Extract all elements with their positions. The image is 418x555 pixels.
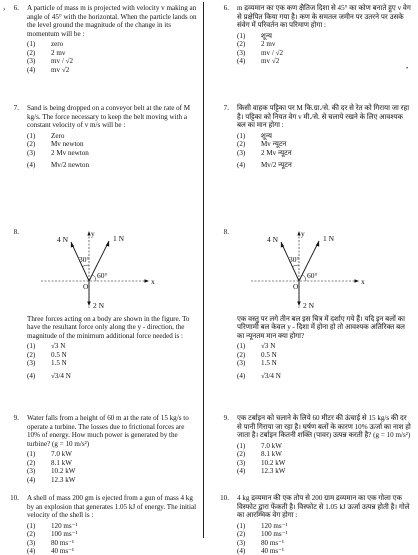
question-text: एक वस्तु पर लगे तीन बल इस चित्र में दर्शाए गये हैं। यदि इन बलों का परिणामी बल केवल y - दिशा में होना हो तो आवश्यक अतिरिक्त बल का न्यूनतम मान क्या होगा? — [237, 314, 405, 340]
option — [27, 459, 198, 467]
option — [237, 442, 413, 450]
option-list — [237, 342, 413, 384]
option-text: 12.3 kW — [51, 475, 76, 484]
option-text: 0.5 N — [261, 350, 277, 359]
option — [27, 149, 198, 157]
option-list — [27, 522, 198, 555]
option-number: (2) — [27, 140, 36, 149]
option — [237, 547, 413, 555]
option — [27, 351, 198, 359]
option — [237, 49, 413, 57]
question-8-hi — [210, 228, 413, 414]
question-6-hi — [210, 4, 413, 104]
question-6-en — [0, 4, 198, 104]
option — [237, 467, 413, 475]
option-list — [237, 32, 413, 66]
option-text: 10.2 kW — [51, 467, 76, 476]
option — [27, 547, 198, 555]
option-text: 100 ms⁻¹ — [51, 530, 78, 539]
option-text: 12.3 kW — [261, 467, 286, 475]
option-text: 40 ms⁻¹ — [261, 547, 285, 555]
force-c-label: 2 N — [93, 301, 105, 310]
y-axis-label: y — [301, 229, 305, 238]
question-text: A particle of mass m is projected with velocity v making an angle of 45° with the horizontal. When the particle lands on the level ground the magnitude of the change in its momentum will be : — [27, 4, 197, 38]
question-number: 8. — [223, 228, 229, 236]
question-7-hi — [210, 104, 413, 228]
question-text: Sand is being dropped on a conveyor belt at the rate of M kg/s. The force necessary to keep the belt moving with a constant velocity of v m/s will be : — [27, 104, 191, 130]
question-7-en — [0, 104, 198, 228]
option-number: (4) — [237, 161, 246, 169]
option-number: (3) — [27, 57, 36, 66]
option — [27, 539, 198, 547]
force-b-label: 1 N — [113, 234, 125, 243]
option — [27, 476, 198, 484]
option-list — [237, 132, 413, 174]
angle-a-arc — [292, 265, 299, 266]
question-number: 8. — [13, 228, 19, 236]
question-9-hi — [210, 414, 413, 494]
hindi-column — [210, 4, 413, 555]
option-text: 100 ms⁻¹ — [261, 530, 288, 539]
x-axis-arrowhead — [145, 279, 150, 282]
x-axis-arrowhead — [355, 279, 360, 282]
option-number: (1) — [27, 521, 36, 530]
option-number: (2) — [27, 350, 36, 359]
option — [27, 359, 198, 367]
option-number: (4) — [27, 65, 36, 74]
option — [27, 40, 198, 48]
column-divider — [203, 2, 204, 538]
option-number: (4) — [237, 371, 246, 380]
force-b-label: 1 N — [323, 234, 335, 243]
question-10-hi — [210, 494, 413, 555]
force-diagram — [27, 228, 159, 312]
option-text: 120 ms⁻¹ — [261, 521, 288, 530]
option — [237, 140, 413, 148]
option-number: (1) — [237, 131, 246, 140]
option-number: (3) — [237, 538, 246, 547]
option-number: (1) — [237, 342, 246, 351]
option-text: mv / √2 — [51, 57, 74, 66]
option-text: 8.1 kW — [261, 450, 282, 459]
option-text: √3 N — [51, 342, 66, 351]
option-text: 2 Mv न्यूटन — [261, 148, 292, 157]
question-8-en — [0, 228, 198, 414]
option-text: 7.0 kW — [51, 450, 72, 459]
force-c-arrowhead — [87, 302, 91, 307]
option-list — [237, 442, 413, 476]
option-number: (4) — [237, 467, 246, 475]
option-number: (4) — [237, 57, 246, 65]
option-number: (2) — [237, 140, 246, 149]
force-a-arrowhead — [71, 242, 74, 248]
option-text: 2 mv — [51, 48, 66, 57]
option — [237, 530, 413, 538]
origin-label: O — [293, 282, 299, 291]
option-text: 2 mv — [261, 40, 276, 49]
option — [27, 157, 198, 174]
option — [27, 342, 198, 350]
option-list — [27, 450, 198, 484]
option-number: (3) — [237, 148, 246, 157]
option — [237, 359, 413, 367]
origin-label: O — [83, 282, 89, 291]
option-number: (4) — [27, 161, 36, 169]
question-number: 6. — [223, 4, 229, 12]
angle-b-arc — [92, 275, 96, 281]
option — [237, 342, 413, 350]
option — [27, 132, 198, 140]
margin-dot-icon: • — [406, 66, 409, 72]
question-10-en — [0, 494, 198, 555]
option-text: 80 ms⁻¹ — [51, 538, 75, 547]
option-number: (2) — [237, 350, 246, 359]
option — [27, 57, 198, 65]
option-text: 0.5 N — [51, 350, 67, 359]
force-a-arrowhead — [281, 242, 284, 248]
option-text: 1.5 N — [51, 359, 67, 368]
question-text: A shell of mass 200 gm is ejected from a gun of mass 4 kg by an explosion that generates 1.05 kJ of energy. The initial velocity of the shell is : — [27, 494, 197, 520]
option-number: (1) — [237, 31, 246, 40]
option-text: शून्य — [261, 31, 273, 40]
option — [27, 49, 198, 57]
force-c-label: 2 N — [303, 301, 315, 310]
option-number: (3) — [27, 359, 36, 368]
question-number: 7. — [13, 104, 19, 112]
option-number: (1) — [237, 441, 246, 450]
option-text: 8.1 kW — [51, 458, 72, 467]
option-number: (3) — [27, 467, 36, 476]
option — [27, 522, 198, 530]
question-number: 9. — [223, 414, 229, 422]
option-text: √3/4 N — [51, 371, 71, 380]
option-text: Mv newton — [51, 140, 84, 149]
option-number: (4) — [237, 547, 246, 555]
option-list — [27, 132, 198, 174]
question-number: 10. — [220, 494, 229, 502]
english-column — [0, 4, 198, 555]
option-number: (1) — [27, 40, 36, 49]
option-number: (2) — [237, 530, 246, 539]
angle-b-arc — [302, 275, 306, 281]
option — [27, 467, 198, 475]
question-text: m द्रव्यमान का एक कण क्षैतिज दिशा से 45° का कोण बनाते हुए v वेग से प्रक्षेपित किया गया है। कण के समतल जमीन पर उतरने पर उसके संवेग में परिवर्तन का परिमाण होगा : — [237, 4, 411, 30]
option-text: √3 N — [261, 342, 276, 351]
option-list — [237, 522, 413, 555]
option — [237, 450, 413, 458]
option — [237, 157, 413, 174]
option-number: (2) — [237, 450, 246, 459]
option-number: (3) — [237, 359, 246, 368]
option-number: (2) — [237, 40, 246, 49]
option-text: 40 ms⁻¹ — [51, 547, 75, 555]
option — [27, 66, 198, 74]
option-text: शून्य — [261, 131, 273, 140]
angle-a-label: 30° — [289, 255, 300, 264]
angle-a-label: 30° — [79, 255, 90, 264]
option-text: √3/4 N — [261, 371, 281, 380]
option-number: (4) — [27, 371, 36, 380]
option — [237, 57, 413, 65]
margin-mark-icon: › — [3, 5, 6, 13]
option — [237, 40, 413, 48]
option — [237, 351, 413, 359]
option-text: Mv/2 न्यूटन — [261, 161, 292, 169]
option — [237, 539, 413, 547]
question-number: 6. — [13, 4, 19, 12]
option — [237, 368, 413, 385]
option-text: mv / √2 — [261, 48, 284, 57]
question-number: 7. — [223, 104, 229, 112]
option-number: (2) — [27, 530, 36, 539]
option-text: 10.2 kW — [261, 458, 286, 467]
option-text: 1.5 N — [261, 359, 277, 368]
force-diagram — [237, 228, 369, 312]
option-number: (4) — [27, 475, 36, 484]
option-text: mv √2 — [261, 57, 280, 65]
angle-b-label: 60° — [97, 271, 108, 280]
option-text: 120 ms⁻¹ — [51, 521, 78, 530]
option-number: (3) — [27, 148, 36, 157]
option — [237, 32, 413, 40]
option-number: (3) — [237, 48, 246, 57]
option-number: (3) — [27, 538, 36, 547]
y-axis-label: y — [91, 229, 95, 238]
option-text: mv √2 — [51, 65, 70, 74]
option — [237, 132, 413, 140]
question-number: 10. — [10, 494, 19, 502]
option-list — [27, 40, 198, 74]
option-number: (4) — [27, 547, 36, 555]
option-text: zero — [51, 40, 64, 49]
option-text: Zero — [51, 131, 65, 140]
option-list — [27, 342, 198, 384]
option-text: Mv न्यूटन — [261, 140, 287, 149]
option — [237, 459, 413, 467]
option-text: 2 Mv newton — [51, 148, 89, 157]
force-c-arrowhead — [297, 302, 301, 307]
option — [27, 530, 198, 538]
option-text: Mv/2 newton — [51, 161, 90, 169]
angle-a-arc — [82, 265, 89, 266]
question-text: किसी वाहक पट्टिका पर M कि.ग्रा./से. की दर से रेत को गिराया जा रहा है। पट्टिका को नियत वेग v मी./से. से चलाये रखने के लिए आवश्यक बल का मान होगा : — [237, 104, 410, 130]
option-number: (1) — [237, 521, 246, 530]
option-number: (2) — [27, 48, 36, 57]
option-number: (1) — [27, 342, 36, 351]
question-text: Water falls from a height of 60 m at the rate of 15 kg/s to operate a turbine. The losses due to frictional forces are 10% of energy. How much power is generated by the turbine? (g = 10 m/s²) — [27, 414, 189, 448]
question-text: 4 kg द्रव्यमान की एक तोप से 200 ग्राम द्रव्यमान का एक गोला एक विस्फोट द्वारा फेंकती है। विस्फोट से 1.05 kJ ऊर्जा उत्पन्न होती है। गोले का आरम्भिक वेग होगा : — [237, 494, 410, 520]
question-number: 9. — [13, 414, 19, 422]
force-a-label: 4 N — [57, 235, 69, 244]
option — [27, 140, 198, 148]
question-text: एक टर्बाइन को चलाने के लिये 60 मीटर की ऊंचाई से 15 kg/s की दर से पानी गिराया जा रहा है। घर्षण बलों के कारण 10% ऊर्जा का नाश हो जाता है। टर्बाइन कितनी शक्ति (पावर) उत्पन्न करती है? (g = 10 m/s²) — [237, 414, 411, 440]
option-number: (3) — [237, 458, 246, 467]
x-axis-label: x — [151, 277, 155, 286]
option — [237, 149, 413, 157]
angle-b-label: 60° — [307, 271, 318, 280]
option — [27, 450, 198, 458]
x-axis-label: x — [361, 277, 365, 286]
force-a-label: 4 N — [267, 235, 279, 244]
question-9-en — [0, 414, 198, 494]
option-text: 7.0 kW — [261, 441, 282, 450]
option-text: 80 ms⁻¹ — [261, 538, 285, 547]
option — [237, 522, 413, 530]
option-number: (1) — [27, 450, 36, 459]
question-text: Three forces acting on a body are shown in the figure. To have the resultant force only along the y - direction, the magnitude of the minimum additional force needed is : — [27, 314, 190, 340]
option-number: (2) — [27, 458, 36, 467]
option — [27, 368, 198, 385]
option-number: (1) — [27, 131, 36, 140]
